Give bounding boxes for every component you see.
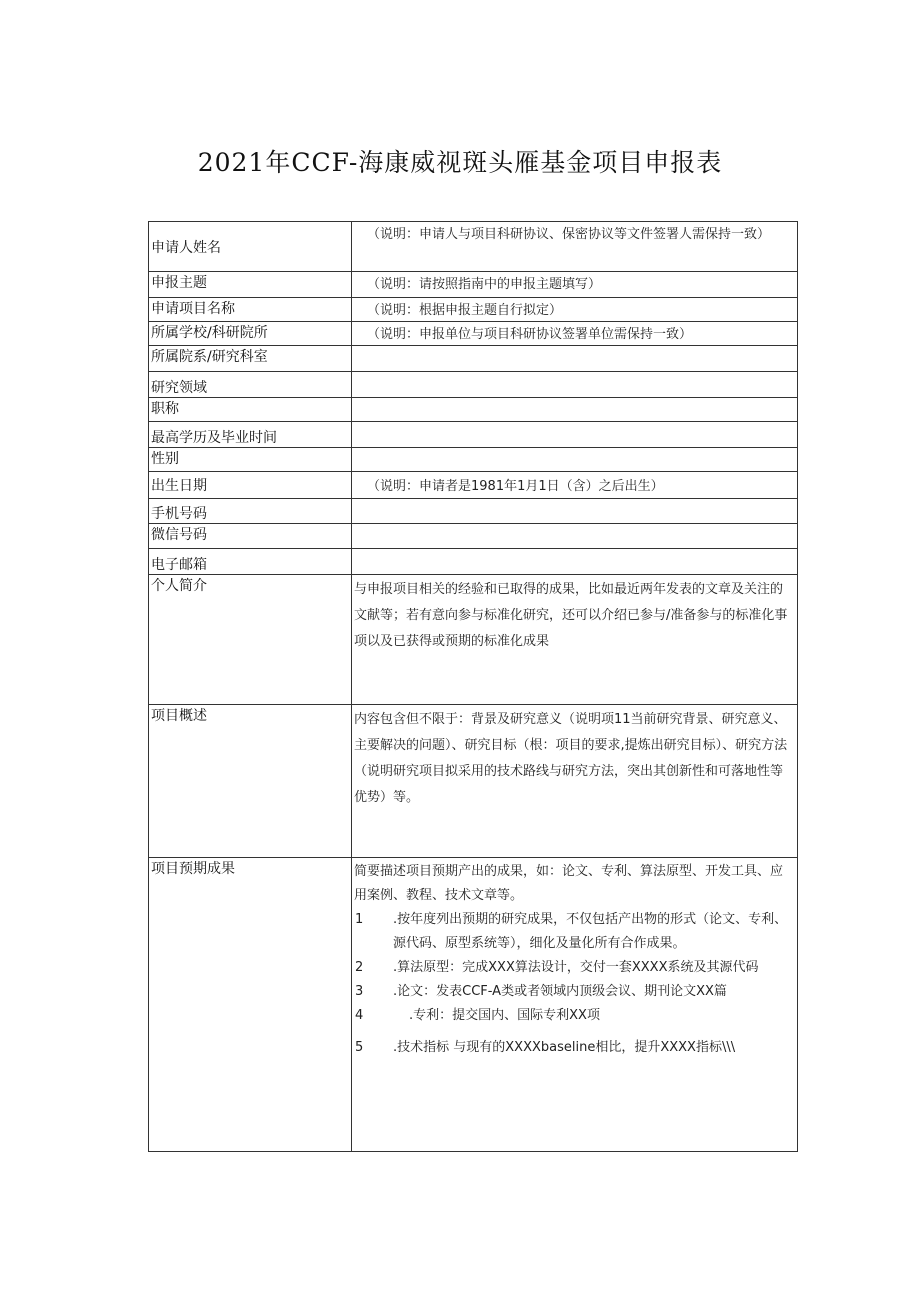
outcome-number: 5 (355, 1040, 364, 1055)
bio-label: 个人简介 (149, 575, 352, 705)
table-row (149, 346, 798, 372)
table-row (149, 499, 798, 524)
row-label: 所属院系/研究科室 (149, 346, 352, 372)
outcome-text: .论文：发表CCF-A类或者领域内顶级会议、期刊论文XX篇 (393, 984, 727, 999)
table-row (149, 422, 798, 448)
row-label: 申请项目名称 (149, 298, 352, 322)
row-label: 最高学历及毕业时间 (149, 422, 352, 448)
row-value[interactable]: （说明：申请人与项目科研协议、保密协议等文件签署人需保持一致） (352, 222, 798, 272)
row-value[interactable] (352, 422, 798, 448)
table-row (149, 322, 798, 346)
application-form-table (148, 221, 798, 1152)
outcomes-label: 项目预期成果 (149, 858, 352, 1152)
table-row (149, 222, 798, 272)
outcomes-content[interactable] (352, 858, 798, 1152)
row-value[interactable] (352, 499, 798, 524)
row-label: 研究领域 (149, 372, 352, 398)
row-value[interactable]: （说明：请按照指南中的申报主题填写） (352, 272, 798, 298)
table-row (149, 472, 798, 499)
row-label: 所属学校/科研院所 (149, 322, 352, 346)
row-label: 性别 (149, 448, 352, 472)
row-value[interactable] (352, 372, 798, 398)
row-label: 微信号码 (149, 524, 352, 549)
row-label: 职称 (149, 398, 352, 422)
page-title: 2021年CCF-海康威视斑头雁基金项目申报表 (197, 148, 723, 177)
row-label: 申请人姓名 (149, 222, 352, 272)
table-row-bio (149, 575, 798, 705)
row-label: 出生日期 (149, 472, 352, 499)
table-row-outcomes (149, 858, 798, 1152)
bio-text[interactable]: 与申报项目相关的经验和已取得的成果，比如最近两年发表的文章及关注的文献等；若有意向参与标准化研究，还可以介绍已参与/准备参与的标准化事项以及已获得或预期的标准化成果 (352, 575, 798, 705)
table-row (149, 372, 798, 398)
table-row (149, 549, 798, 575)
row-label: 电子邮箱 (149, 549, 352, 575)
table-row (149, 298, 798, 322)
row-label: 手机号码 (149, 499, 352, 524)
outcome-number: 3 (355, 984, 364, 999)
table-row (149, 448, 798, 472)
row-value[interactable] (352, 448, 798, 472)
row-value[interactable] (352, 398, 798, 422)
outcome-text: .技术指标 与现有的XXXXbaseline相比，提升XXXX指标\\\ (393, 1040, 736, 1055)
row-value[interactable]: （说明：申报单位与项目科研协议签署单位需保持一致） (352, 322, 798, 346)
table-row (149, 272, 798, 298)
outcome-item (354, 1036, 795, 1060)
outcome-item (354, 908, 795, 956)
outcomes-intro: 简要描述项目预期产出的成果，如：论文、专利、算法原型、开发工具、应用案例、教程、技术文章等。 (354, 864, 784, 903)
outcome-number: 4 (355, 1008, 364, 1023)
outcome-item (354, 956, 795, 980)
row-value[interactable] (352, 549, 798, 575)
table-row-overview (149, 705, 798, 858)
row-value[interactable] (352, 346, 798, 372)
outcome-text: .专利：提交国内、国际专利XX项 (409, 1008, 600, 1023)
row-label: 申报主题 (149, 272, 352, 298)
row-value[interactable]: （说明：申请者是1981年1月1日（含）之后出生） (352, 472, 798, 499)
overview-label: 项目概述 (149, 705, 352, 858)
overview-text[interactable]: 内容包含但不限于：背景及研究意义（说明项11当前研究背景、研究意义、主要解决的问题）、研究目标（根：项目的要求,提炼出研究目标）、研究方法（说明研究项目拟采用的技术路线与研究方法，突出其创新性和可落地性等优势）等。 (352, 705, 798, 858)
outcome-text: .按年度列出预期的研究成果，不仅包括产出物的形式（论文、专利、源代码、原型系统等），细化及量化所有合作成果。 (393, 912, 788, 951)
outcome-item (354, 1004, 795, 1028)
table-row (149, 524, 798, 549)
outcome-number: 2 (355, 960, 364, 975)
outcome-number: 1 (355, 912, 364, 927)
outcome-text: .算法原型：完成XXX算法设计，交付一套XXXX系统及其源代码 (393, 960, 759, 975)
row-value[interactable]: （说明：根据申报主题自行拟定） (352, 298, 798, 322)
row-value[interactable] (352, 524, 798, 549)
outcome-item (354, 980, 795, 1004)
table-row (149, 398, 798, 422)
